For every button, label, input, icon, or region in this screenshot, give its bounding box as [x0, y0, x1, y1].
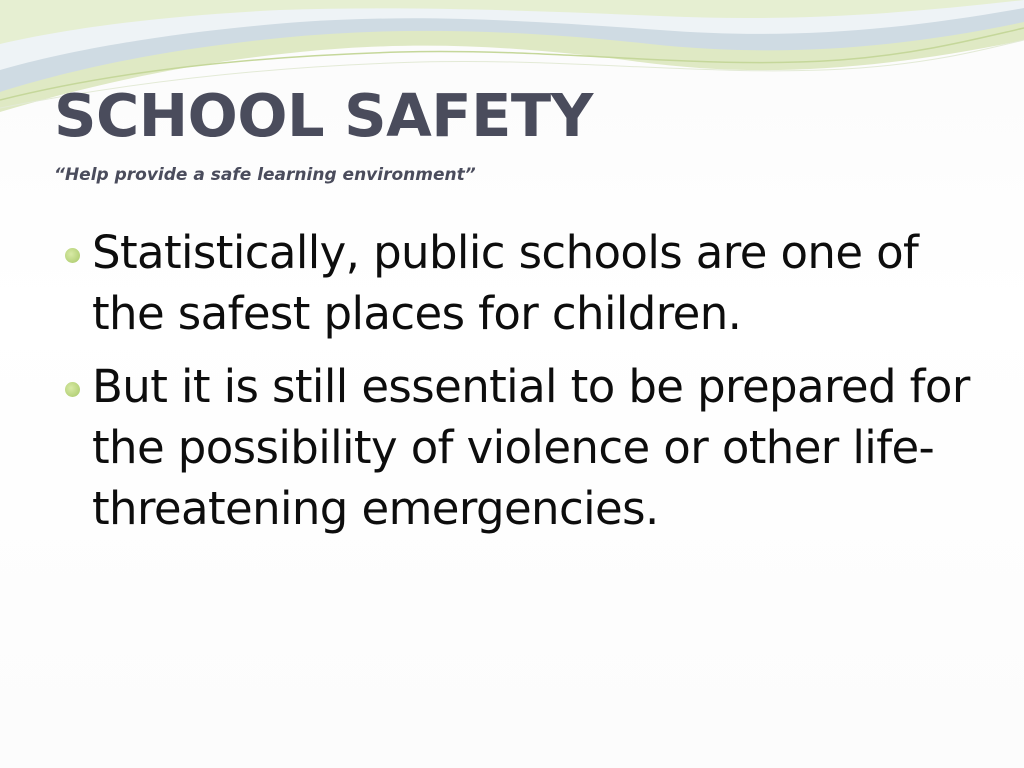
slide-subtitle: “Help provide a safe learning environment”: [54, 165, 476, 185]
bullet-list: [62, 222, 1002, 551]
bullet-text: But it is still essential to be prepared for the possibility of violence or other life-threatening emergencies.: [92, 360, 970, 535]
bullet-item: [62, 222, 1002, 344]
bullet-dot-icon: [65, 382, 80, 397]
slide-title: SCHOOL SAFETY: [54, 81, 593, 150]
bullet-dot-icon: [65, 248, 80, 263]
bullet-text: Statistically, public schools are one of the safest places for children.: [92, 226, 919, 340]
bullet-item: [62, 356, 1002, 539]
